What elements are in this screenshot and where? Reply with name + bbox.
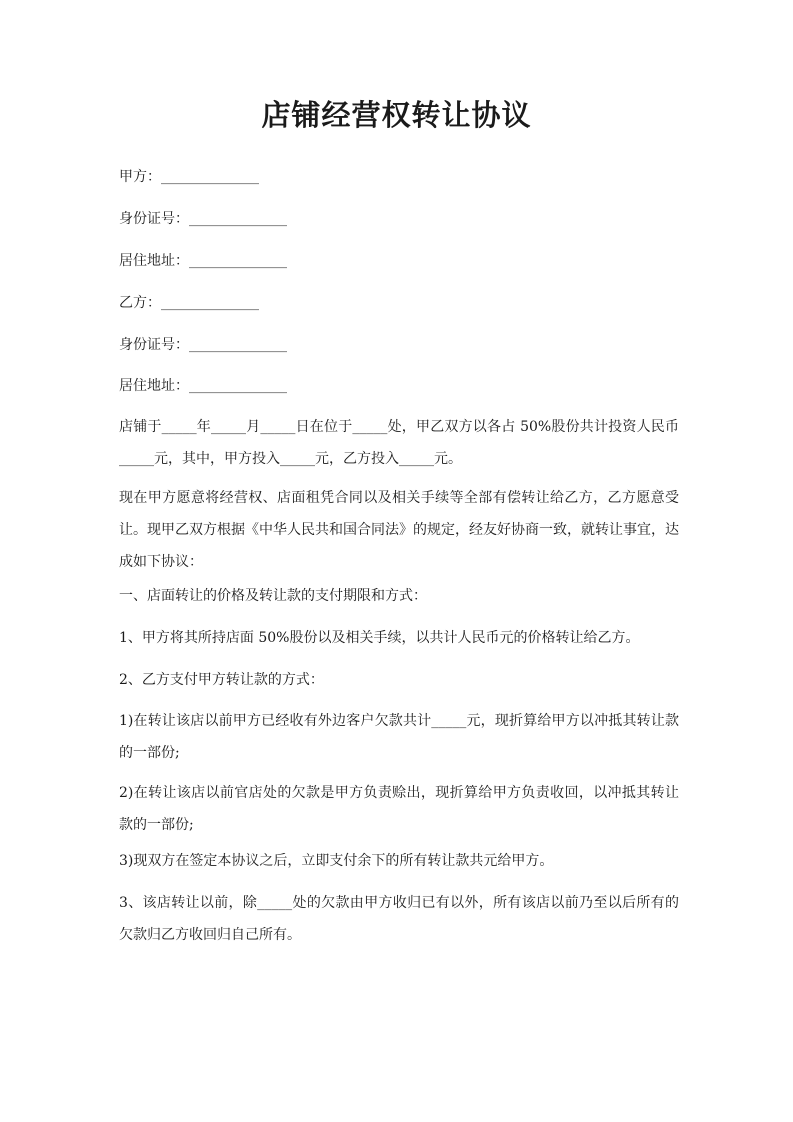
party-b-id-line: 身份证号：______________ [119, 337, 287, 353]
clause-2-1: 1)在转让该店以前甲方已经收有外边客户欠款共计_____元，现折算给甲方以冲抵其转让款的一部份; [119, 713, 679, 761]
party-a-id-line: 身份证号：______________ [119, 211, 287, 227]
document-title: 店铺经营权转让协议 [261, 98, 532, 132]
clause-2-2: 2)在转让该店以前官店处的欠款是甲方负责赊出，现折算给甲方负责收回，以冲抵其转让款的一部份; [119, 785, 679, 833]
party-b-address-line: 居住地址：______________ [119, 378, 287, 394]
party-b-line: 乙方：______________ [119, 295, 259, 311]
background-paragraph: 店铺于_____年_____月_____日在位于_____处，甲乙双方以各占 50%股份共计投资人民币_____元，其中，甲方投入_____元，乙方投入_____元。 [119, 419, 679, 467]
clause-3: 3、该店转让以前，除_____处的欠款由甲方收归已有以外，所有该店以前乃至以后所有的欠款归乙方收回归自己所有。 [119, 895, 679, 943]
intent-paragraph: 现在甲方愿意将经营权、店面租凭合同以及相关手续等全部有偿转让给乙方，乙方愿意受让。现甲乙双方根据《中华人民共和国合同法》的规定，经友好协商一致，就转让事宜，达成如下协议： [119, 490, 679, 570]
section-1-heading: 一、店面转让的价格及转让款的支付期限和方式： [119, 588, 427, 604]
clause-2: 2、乙方支付甲方转让款的方式： [119, 672, 324, 688]
clause-2-3: 3)现双方在签定本协议之后，立即支付余下的所有转让款共元给甲方。 [119, 853, 554, 869]
party-a-line: 甲方：______________ [119, 169, 259, 185]
party-a-address-line: 居住地址：______________ [119, 253, 287, 269]
clause-1: 1、甲方将其所持店面 50%股份以及相关手续，以共计人民币元的价格转让给乙方。 [119, 630, 640, 646]
